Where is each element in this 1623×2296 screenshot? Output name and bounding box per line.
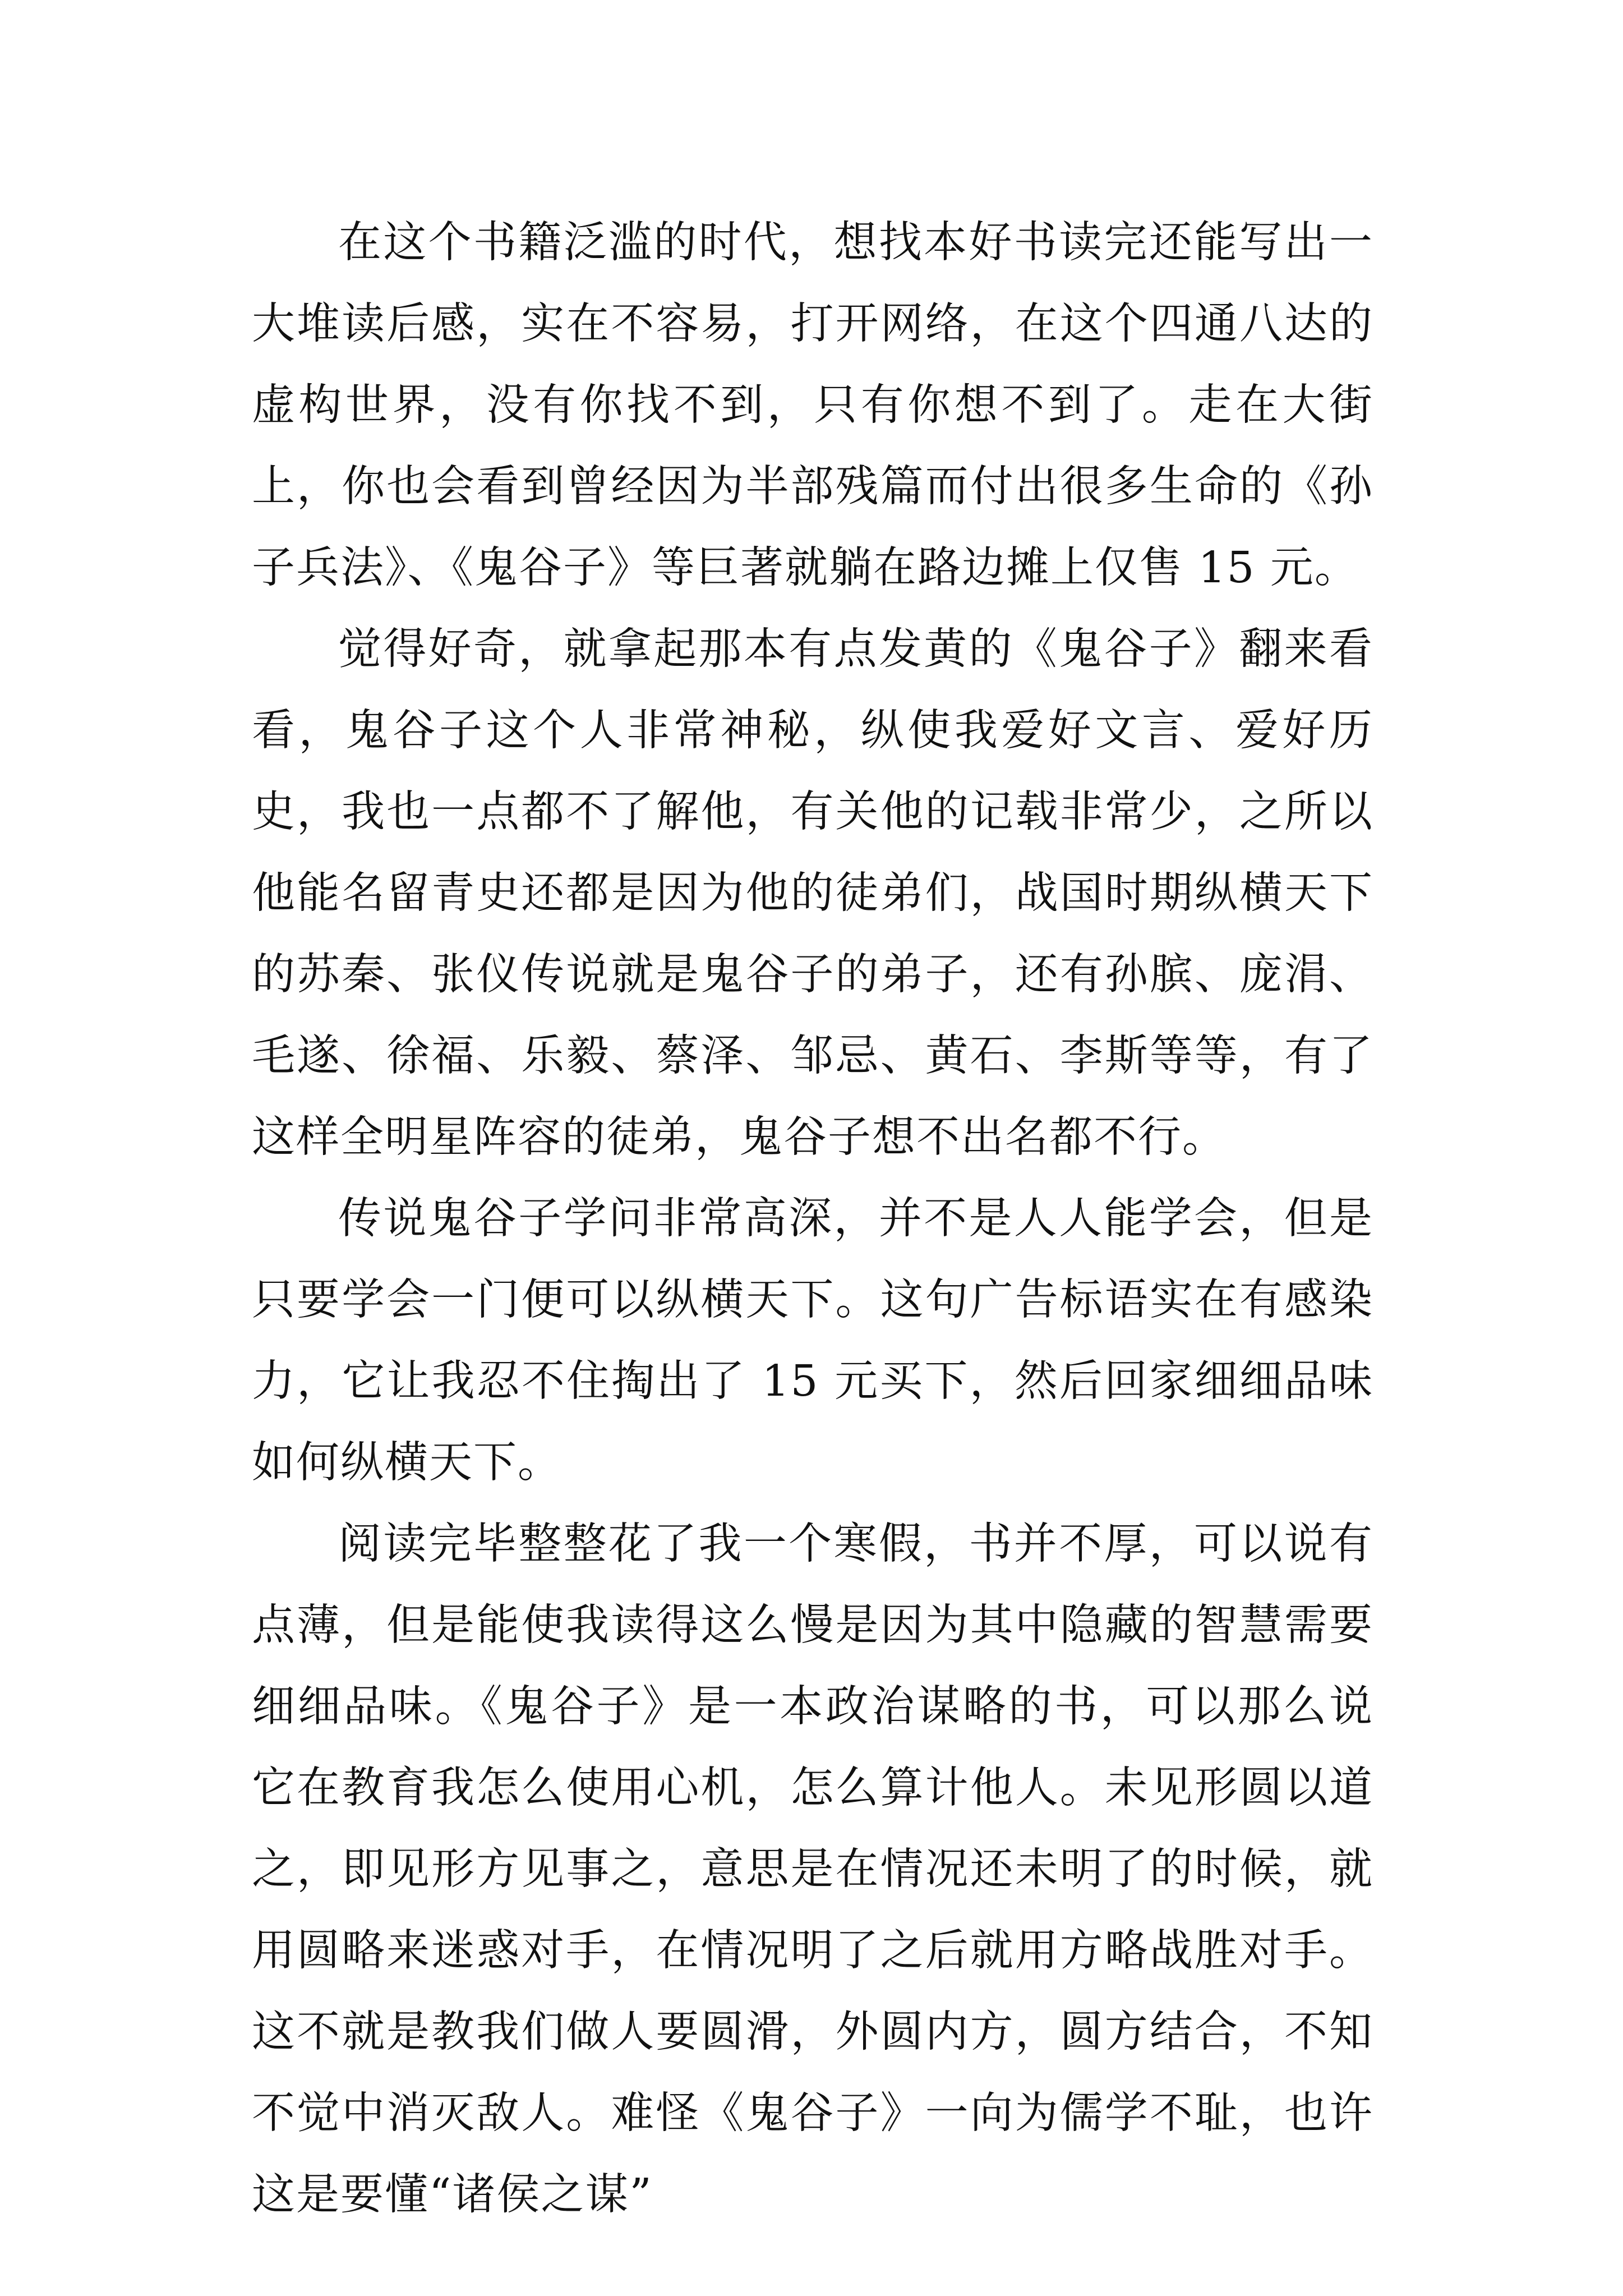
paragraph-1: 在这个书籍泛滥的时代，想找本好书读完还能写出一大堆读后感，实在不容易，打开网络，在这个四通八达的虚构世界，没有你找不到，只有你想不到了。走在大街上，你也会看到曾经因为半部残篇而付出很多生命的《孙子兵法》、《鬼谷子》等巨著就躺在路边摊上仅售 15 元。 [252,218,1373,593]
paragraph-4: 阅读完毕整整花了我一个寒假，书并不厚，可以说有点薄，但是能使我读得这么慢是因为其中隐藏的智慧需要细细品味。《鬼谷子》是一本政治谋略的书，可以那么说它在教育我怎么使用心机，怎么算计他人。未见形圆以道之，即见形方见事之，意思是在情况还未明了的时候，就用圆略来迷惑对手，在情况明了之后就用方略战胜对手。这不就是教我们做人要圆滑，外圆内方，圆方结合，不知不觉中消灭敌人。难怪《鬼谷子》一向为儒学不耻，也许这是要懂“诸侯之谋” [252,1519,1373,2220]
body-text [252,202,1373,2235]
paragraph-3: 传说鬼谷子学问非常高深，并不是人人能学会，但是只要学会一门便可以纵横天下。这句广告标语实在有感染力，它让我忍不住掏出了 15 元买下，然后回家细细品味如何纵横天下。 [252,1194,1373,1488]
paragraph-2: 觉得好奇，就拿起那本有点发黄的《鬼谷子》翻来看看，鬼谷子这个人非常神秘，纵使我爱好文言、爱好历史，我也一点都不了解他，有关他的记载非常少，之所以他能名留青史还都是因为他的徒弟们，战国时期纵横天下的苏秦、张仪传说就是鬼谷子的弟子，还有孙膑、庞涓、毛遂、徐福、乐毅、蔡泽、邹忌、黄石、李斯等等，有了这样全明星阵容的徒弟，鬼谷子想不出名都不行。 [252,624,1373,1162]
